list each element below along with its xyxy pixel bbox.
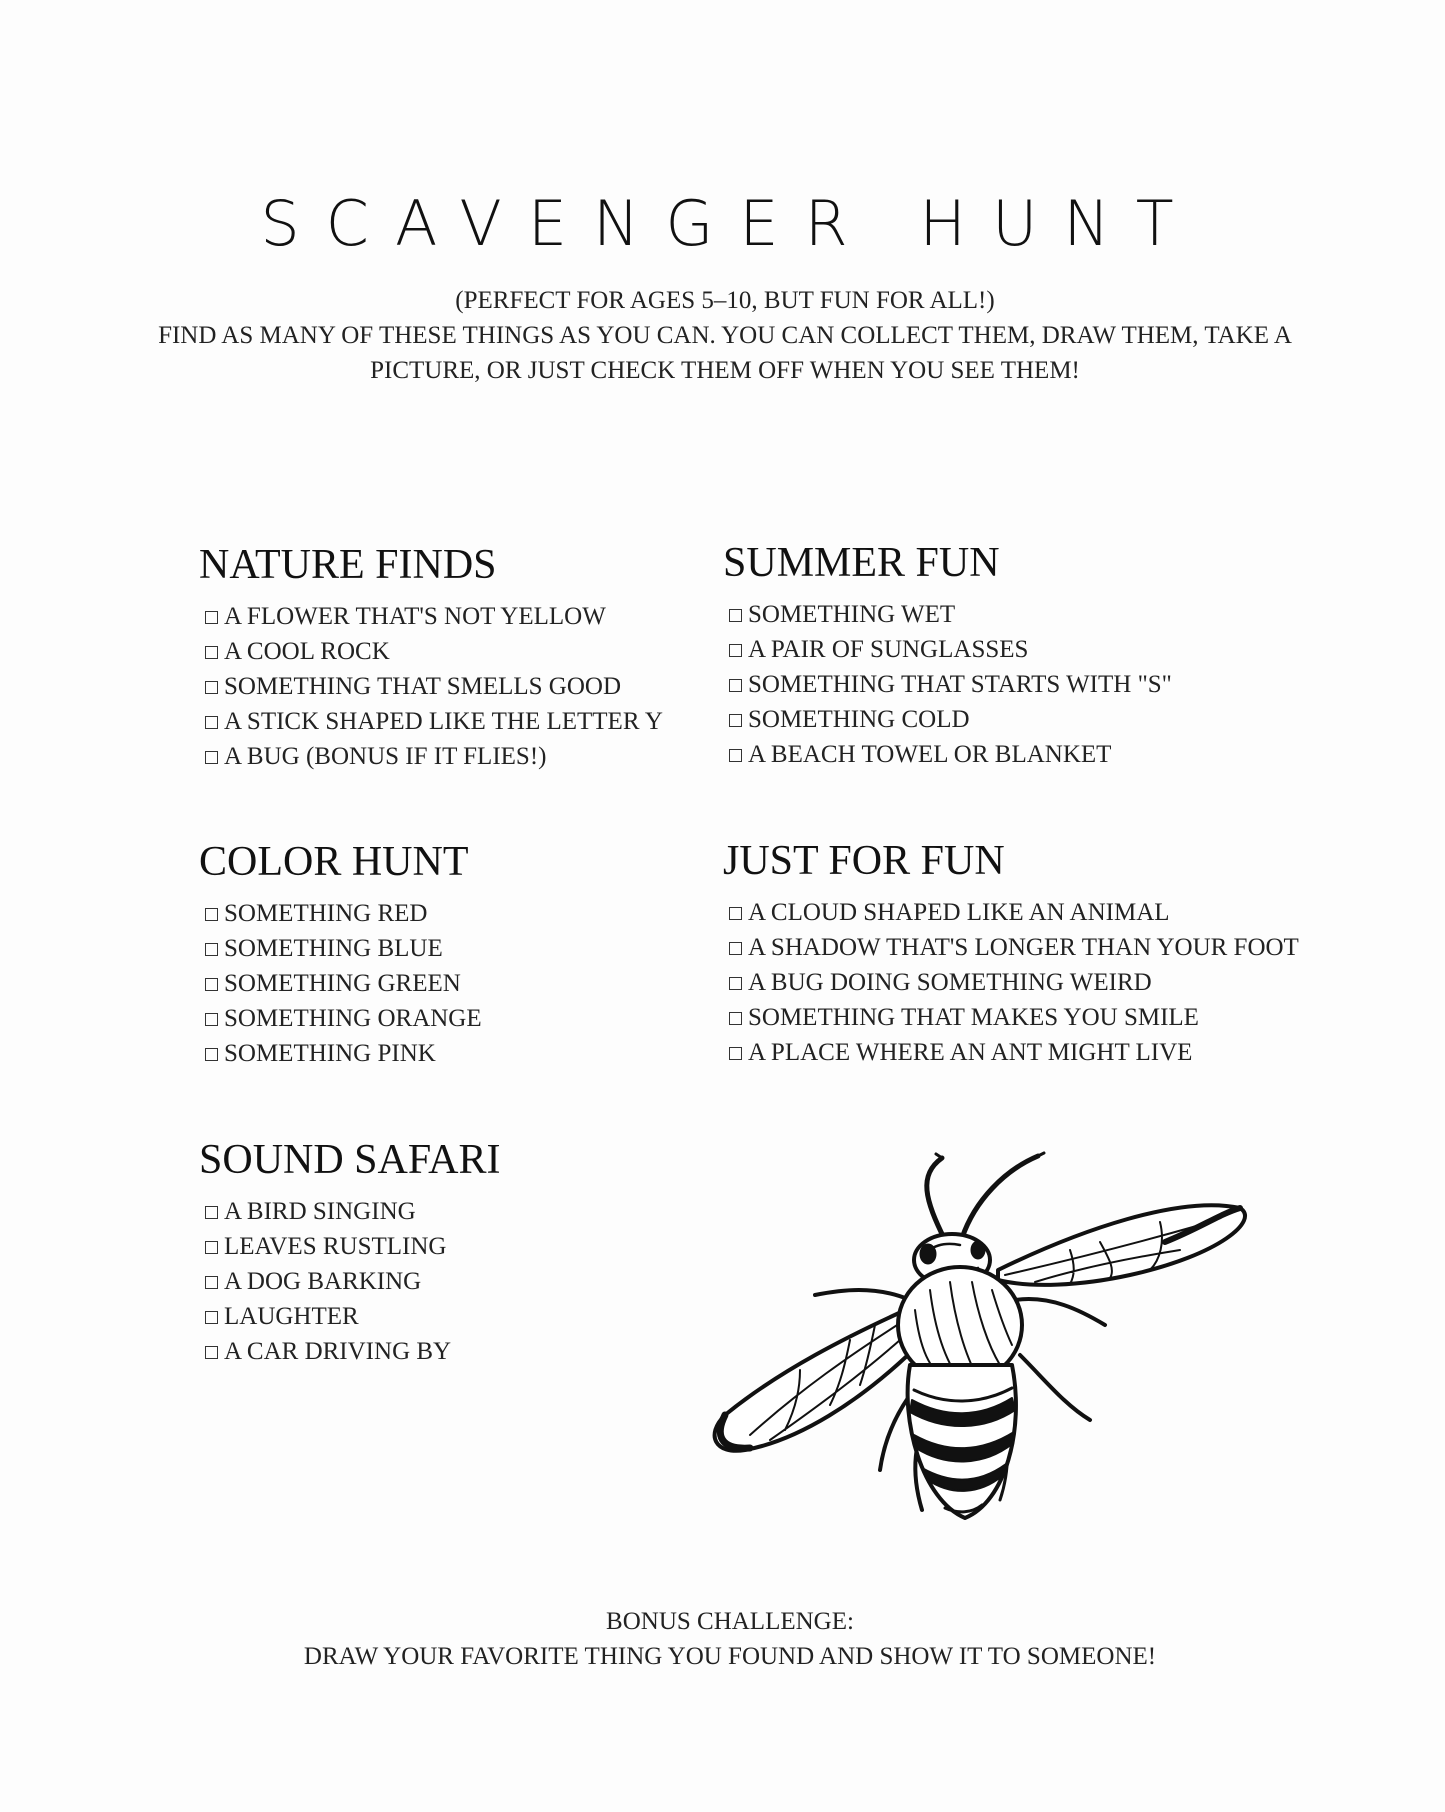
checkbox-icon[interactable] [205, 1013, 218, 1026]
checklist-item[interactable] [205, 739, 663, 774]
section-just-for-fun [723, 837, 1299, 1070]
checklist-item-label: LEAVES RUSTLING [224, 1233, 447, 1260]
intro-line-instructions-1: FIND AS MANY OF THESE THINGS AS YOU CAN. YOU CAN COLLECT THEM, DRAW THEM, TAKE A [158, 322, 1292, 349]
checklist-item-label: SOMETHING PINK [224, 1040, 436, 1067]
checkbox-icon[interactable] [205, 1206, 218, 1219]
checklist-item[interactable] [729, 1035, 1299, 1070]
checklist-item-label: SOMETHING GREEN [224, 970, 461, 997]
section-summer-fun [723, 539, 1172, 772]
bonus-challenge [200, 1604, 1260, 1674]
checkbox-icon[interactable] [205, 1346, 218, 1359]
checklist-item[interactable] [205, 634, 663, 669]
checkbox-icon[interactable] [729, 977, 742, 990]
checklist-item-label: SOMETHING THAT STARTS WITH "S" [748, 671, 1172, 698]
checklist-item[interactable] [729, 632, 1172, 667]
section-sound-safari [199, 1136, 500, 1369]
section-color-hunt [199, 838, 482, 1071]
checklist-item-label: SOMETHING ORANGE [224, 1005, 482, 1032]
bonus-title: BONUS CHALLENGE: [606, 1608, 854, 1635]
checklist-item-label: LAUGHTER [224, 1303, 359, 1330]
checklist-item[interactable] [205, 669, 663, 704]
checklist-item-label: A BIRD SINGING [224, 1198, 416, 1225]
checkbox-icon[interactable] [205, 646, 218, 659]
checklist-item[interactable] [205, 931, 482, 966]
checklist-item[interactable] [729, 737, 1172, 772]
bee-icon [660, 1150, 1260, 1550]
checklist-item-label: A SHADOW THAT'S LONGER THAN YOUR FOOT [748, 934, 1299, 961]
checkbox-icon[interactable] [205, 716, 218, 729]
checkbox-icon[interactable] [205, 1311, 218, 1324]
section-nature-finds [199, 541, 663, 774]
checklist [723, 895, 1299, 1070]
checklist-item[interactable] [205, 896, 482, 931]
checkbox-icon[interactable] [205, 908, 218, 921]
checklist-item[interactable] [205, 1036, 482, 1071]
checkbox-icon[interactable] [205, 1048, 218, 1061]
checklist-item[interactable] [729, 702, 1172, 737]
checklist [199, 599, 663, 774]
checklist-item-label: A BUG (BONUS IF IT FLIES!) [224, 743, 547, 770]
checklist-item[interactable] [205, 1334, 500, 1369]
checklist-item-label: A BEACH TOWEL OR BLANKET [748, 741, 1112, 768]
checkbox-icon[interactable] [729, 679, 742, 692]
checklist-item[interactable] [729, 597, 1172, 632]
checkbox-icon[interactable] [729, 644, 742, 657]
checkbox-icon[interactable] [205, 681, 218, 694]
checklist-item-label: A CAR DRIVING BY [224, 1338, 452, 1365]
checklist-item[interactable] [205, 1194, 500, 1229]
checklist-item-label: SOMETHING THAT MAKES YOU SMILE [748, 1004, 1199, 1031]
checklist-item-label: SOMETHING BLUE [224, 935, 443, 962]
checklist-item[interactable] [729, 1000, 1299, 1035]
checklist-item[interactable] [729, 667, 1172, 702]
section-heading: COLOR HUNT [199, 839, 469, 885]
checklist [199, 896, 482, 1071]
checklist-item[interactable] [205, 704, 663, 739]
checkbox-icon[interactable] [729, 1047, 742, 1060]
checklist-item-label: A STICK SHAPED LIKE THE LETTER Y [224, 708, 663, 735]
intro-line-instructions-2: PICTURE, OR JUST CHECK THEM OFF WHEN YOU SEE THEM! [370, 357, 1080, 384]
checklist-item[interactable] [205, 599, 663, 634]
checkbox-icon[interactable] [205, 611, 218, 624]
section-heading: JUST FOR FUN [723, 838, 1005, 884]
page-title: SCAVENGER HUNT [260, 187, 1200, 260]
checklist-item[interactable] [205, 1264, 500, 1299]
intro-line-ages: (PERFECT FOR AGES 5–10, BUT FUN FOR ALL!) [455, 287, 995, 314]
checkbox-icon[interactable] [205, 943, 218, 956]
checklist-item[interactable] [205, 966, 482, 1001]
checkbox-icon[interactable] [205, 1276, 218, 1289]
checkbox-icon[interactable] [729, 714, 742, 727]
checklist-item[interactable] [729, 965, 1299, 1000]
section-heading: NATURE FINDS [199, 542, 497, 588]
checklist-item[interactable] [205, 1229, 500, 1264]
checkbox-icon[interactable] [205, 751, 218, 764]
checklist [723, 597, 1172, 772]
checklist-item[interactable] [729, 930, 1299, 965]
checkbox-icon[interactable] [205, 978, 218, 991]
checkbox-icon[interactable] [729, 749, 742, 762]
checklist-item-label: A CLOUD SHAPED LIKE AN ANIMAL [748, 899, 1170, 926]
section-heading: SOUND SAFARI [199, 1137, 501, 1183]
checklist-item-label: SOMETHING RED [224, 900, 428, 927]
checklist-item[interactable] [205, 1299, 500, 1334]
checklist-item-label: SOMETHING THAT SMELLS GOOD [224, 673, 622, 700]
checklist-item[interactable] [729, 895, 1299, 930]
checkbox-icon[interactable] [729, 609, 742, 622]
checklist [199, 1194, 500, 1369]
checklist-item-label: SOMETHING COLD [748, 706, 970, 733]
section-heading: SUMMER FUN [723, 540, 1000, 586]
checklist-item-label: A DOG BARKING [224, 1268, 422, 1295]
checklist-item-label: A COOL ROCK [224, 638, 390, 665]
checklist-item-label: A PAIR OF SUNGLASSES [748, 636, 1029, 663]
checklist-item-label: SOMETHING WET [748, 601, 956, 628]
bonus-text: DRAW YOUR FAVORITE THING YOU FOUND AND SHOW IT TO SOMEONE! [303, 1643, 1157, 1670]
checkbox-icon[interactable] [729, 942, 742, 955]
checkbox-icon[interactable] [205, 1241, 218, 1254]
checklist-item-label: A BUG DOING SOMETHING WEIRD [748, 969, 1152, 996]
checkbox-icon[interactable] [729, 907, 742, 920]
intro-text [140, 283, 1310, 388]
checklist-item-label: A FLOWER THAT'S NOT YELLOW [224, 603, 606, 630]
checklist-item-label: A PLACE WHERE AN ANT MIGHT LIVE [748, 1039, 1193, 1066]
checkbox-icon[interactable] [729, 1012, 742, 1025]
checklist-item[interactable] [205, 1001, 482, 1036]
